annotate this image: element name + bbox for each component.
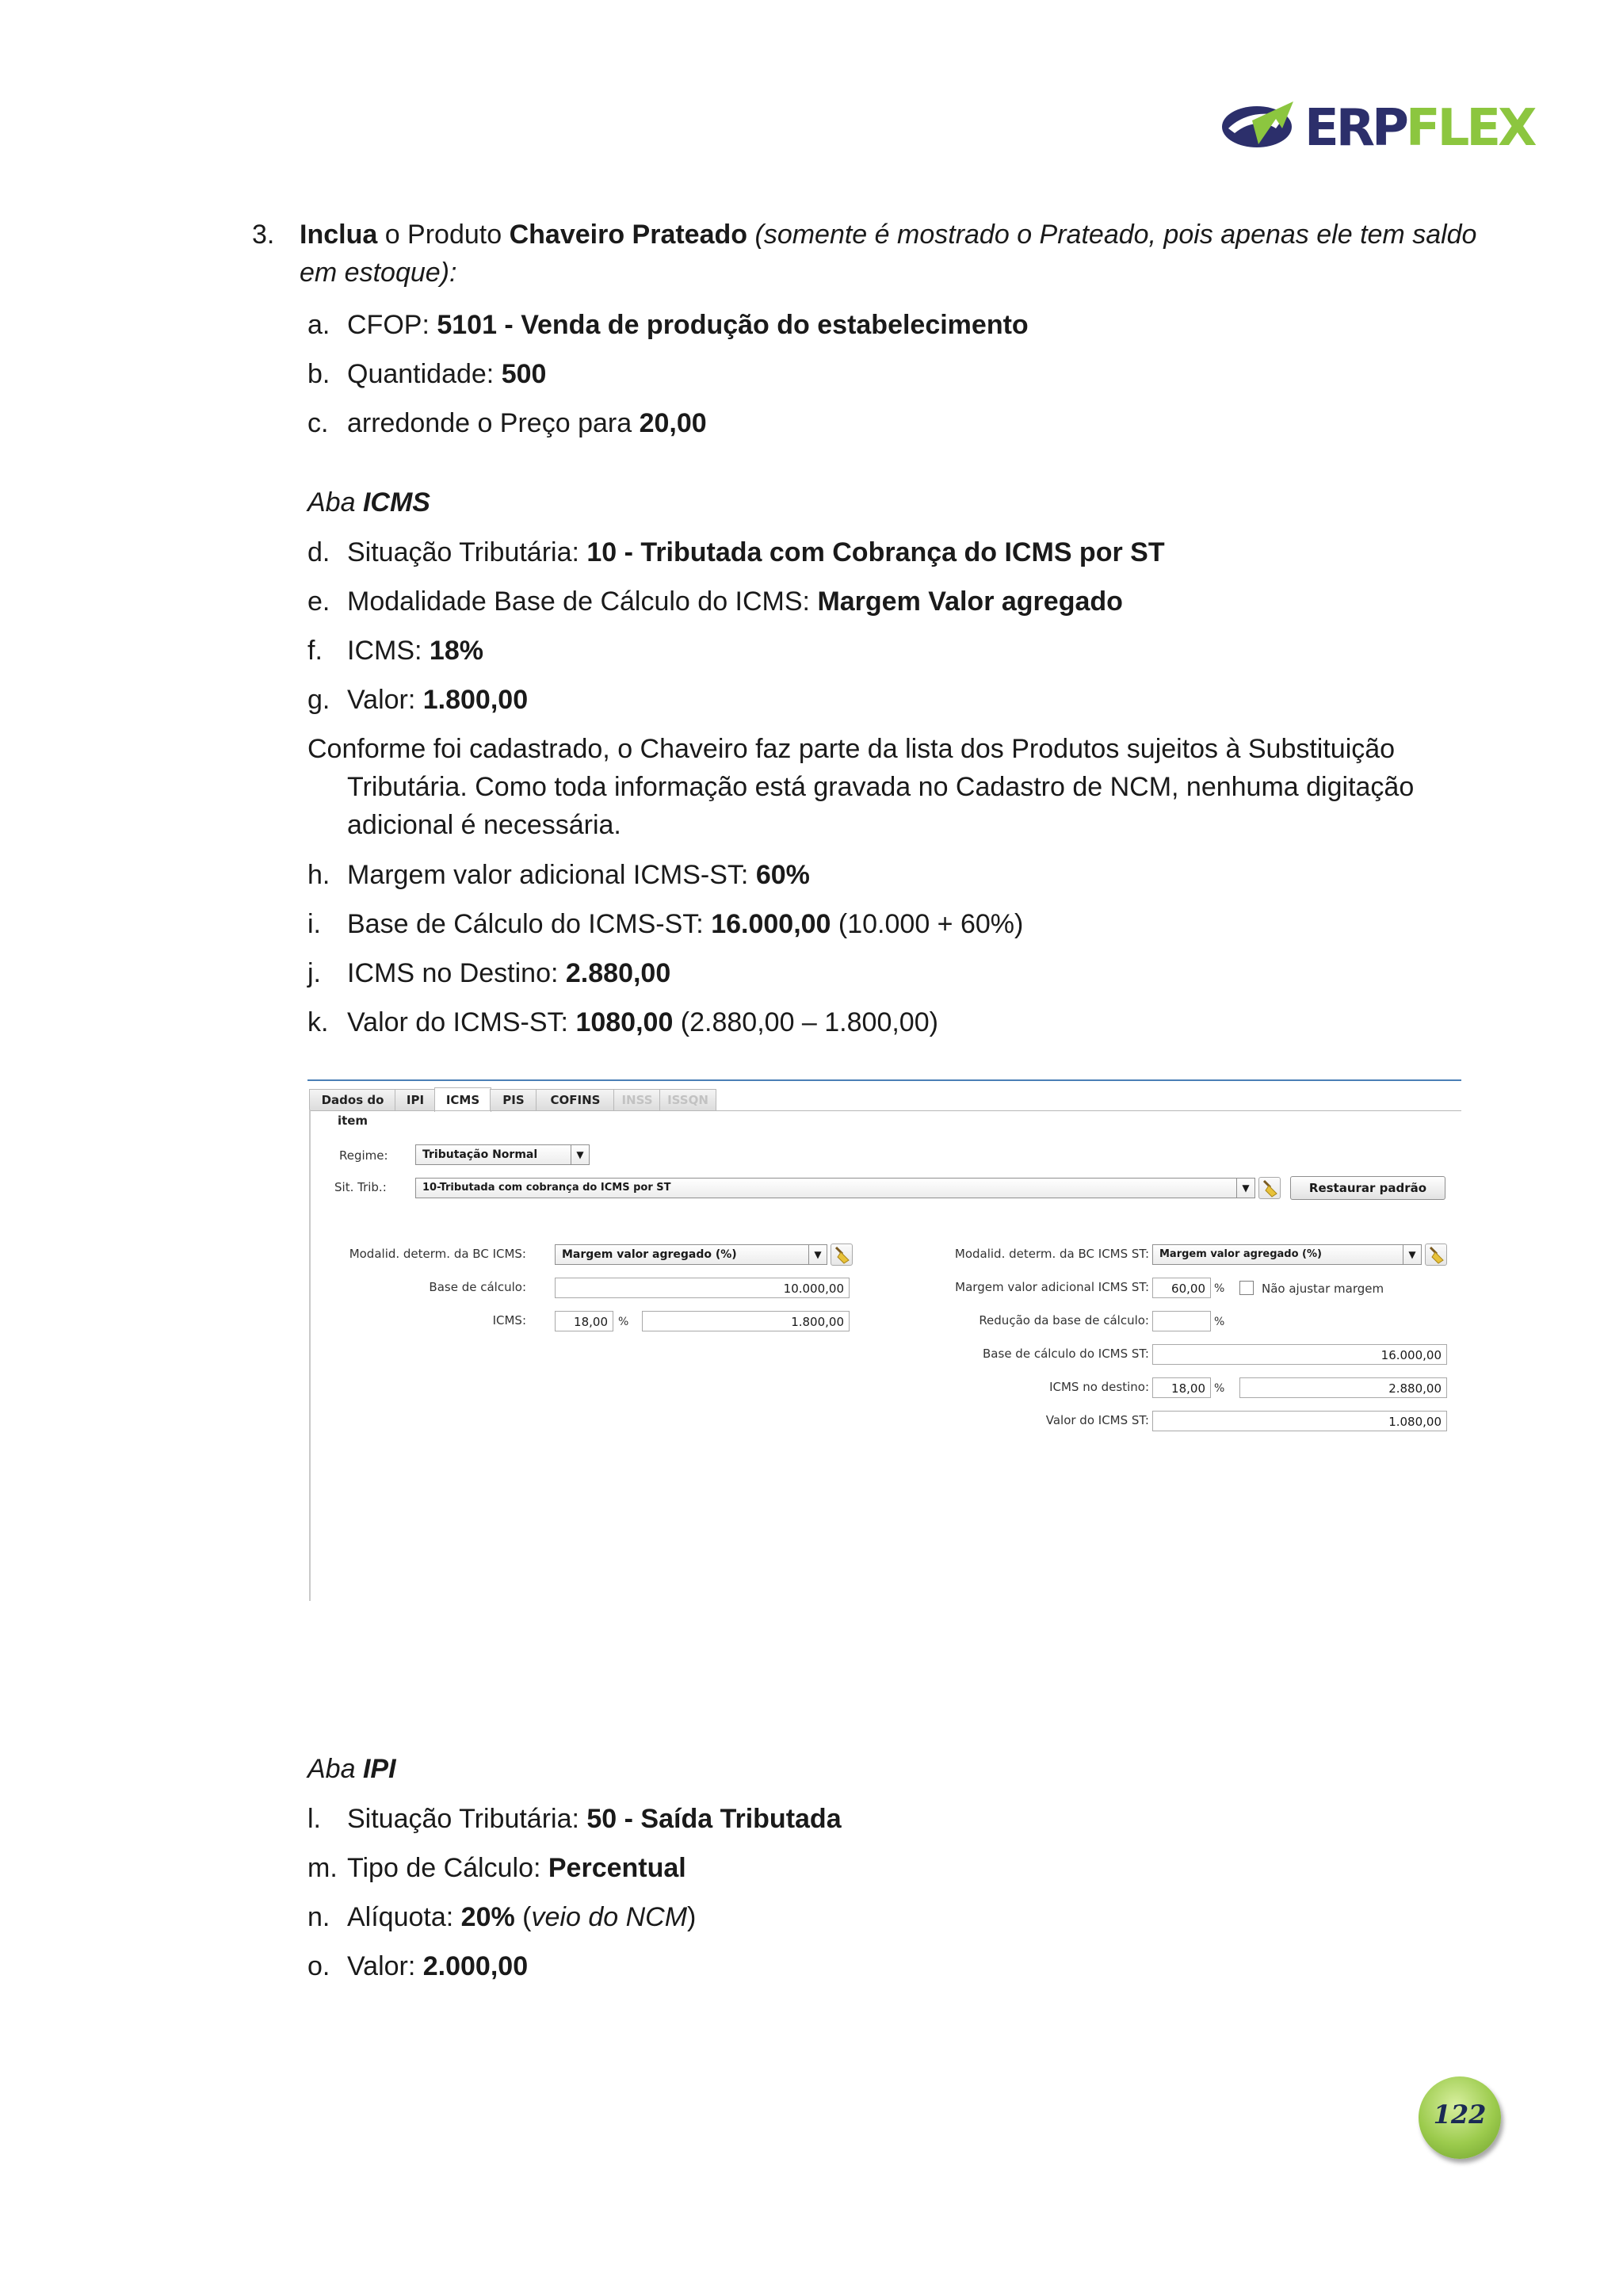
restaurar-padrao-button[interactable]: Restaurar padrão <box>1290 1176 1445 1200</box>
step-instruction-cont: em estoque): <box>300 258 457 288</box>
item-marker-a: a. <box>307 310 330 340</box>
page-number: 122 <box>1433 2099 1487 2130</box>
regime-label: Regime: <box>339 1148 388 1163</box>
broom-icon[interactable] <box>1425 1244 1447 1266</box>
icms-destino-label: ICMS no destino: <box>1049 1380 1149 1394</box>
item-marker-g: g. <box>307 685 330 715</box>
base-calculo-st-label: Base de cálculo do ICMS ST: <box>983 1347 1149 1361</box>
icms-pct-label: % <box>618 1316 629 1328</box>
chevron-down-icon: ▼ <box>1403 1245 1421 1264</box>
chevron-down-icon: ▼ <box>1236 1179 1254 1198</box>
icms-value-field[interactable]: 1.800,00 <box>642 1311 850 1331</box>
reducao-bc-field[interactable] <box>1152 1311 1211 1331</box>
reducao-bc-label: Redução da base de cálculo: <box>979 1313 1149 1328</box>
section-aba-ipi: Aba IPI <box>307 1754 396 1784</box>
tab-inss: INSS <box>613 1089 661 1110</box>
tab-divider <box>309 1110 1461 1111</box>
item-quantidade: Quantidade: 500 <box>347 359 547 389</box>
item-valor-st: Valor do ICMS-ST: 1080,00 (2.880,00 – 1.800,00) <box>347 1007 938 1037</box>
modalid-bc-icms-st-select[interactable]: Margem valor agregado (%) ▼ <box>1152 1244 1422 1265</box>
item-ipi-sit-trib: Situação Tributária: 50 - Saída Tributada <box>347 1804 842 1834</box>
item-base-st: Base de Cálculo do ICMS-ST: 16.000,00 (10.000 + 60%) <box>347 909 1024 939</box>
margem-st-pct-label: % <box>1214 1282 1225 1295</box>
step-instruction: Inclua o Produto Chaveiro Prateado (somente é mostrado o Prateado, pois apenas ele tem saldo <box>300 220 1477 250</box>
logo-wordmark: ERPFLEX <box>1304 99 1534 158</box>
sit-trib-label: Sit. Trib.: <box>334 1180 387 1194</box>
chevron-down-icon: ▼ <box>808 1245 827 1264</box>
paragraph-line-2: Tributária. Como toda informação está gravada no Cadastro de NCM, nenhuma digitação <box>347 772 1415 802</box>
regime-select[interactable]: Tributação Normal ▼ <box>415 1144 590 1165</box>
item-margem-st: Margem valor adicional ICMS-ST: 60% <box>347 860 810 890</box>
modalid-bc-icms-st-label: Modalid. determ. da BC ICMS ST: <box>954 1247 1149 1261</box>
tab-ipi[interactable]: IPI <box>395 1089 436 1110</box>
item-marker-b: b. <box>307 359 330 389</box>
item-icms: ICMS: 18% <box>347 636 483 666</box>
base-calculo-st-field[interactable]: 16.000,00 <box>1152 1344 1447 1365</box>
tab-dados-do-item[interactable]: Dados do item <box>309 1089 396 1110</box>
step-number: 3. <box>252 220 275 250</box>
icms-destino-rate-field[interactable]: 18,00 <box>1152 1377 1211 1398</box>
tab-pis[interactable]: PIS <box>490 1089 537 1110</box>
reducao-pct-label: % <box>1214 1316 1225 1328</box>
item-valor: Valor: 1.800,00 <box>347 685 529 715</box>
item-marker-o: o. <box>307 1951 330 1981</box>
item-marker-n: n. <box>307 1902 330 1932</box>
panel-border <box>309 1110 311 1601</box>
margem-st-label: Margem valor adicional ICMS ST: <box>955 1280 1149 1294</box>
sit-trib-select[interactable]: 10-Tributada com cobrança do ICMS por ST ▼ <box>415 1178 1255 1198</box>
margem-st-field[interactable]: 60,00 <box>1152 1278 1211 1298</box>
icms-destino-value-field[interactable]: 2.880,00 <box>1239 1377 1447 1398</box>
item-marker-k: k. <box>307 1007 329 1037</box>
chevron-down-icon: ▼ <box>571 1145 589 1164</box>
broom-icon[interactable] <box>831 1244 853 1266</box>
item-marker-m: m. <box>307 1853 338 1883</box>
item-marker-c: c. <box>307 408 329 438</box>
valor-icms-st-label: Valor do ICMS ST: <box>1045 1413 1149 1427</box>
item-ipi-valor: Valor: 2.000,00 <box>347 1951 529 1981</box>
modalid-bc-icms-select[interactable]: Margem valor agregado (%) ▼ <box>555 1244 827 1265</box>
item-modalidade: Modalidade Base de Cálculo do ICMS: Margem Valor agregado <box>347 586 1123 617</box>
item-marker-e: e. <box>307 586 330 617</box>
tab-cofins[interactable]: COFINS <box>536 1089 615 1110</box>
item-marker-i: i. <box>307 909 321 939</box>
tab-icms[interactable]: ICMS <box>434 1087 491 1112</box>
modalid-bc-icms-label: Modalid. determ. da BC ICMS: <box>349 1247 526 1261</box>
erpflex-logo <box>1220 97 1534 160</box>
nao-ajustar-margem-label: Não ajustar margem <box>1262 1282 1384 1296</box>
item-cfop: CFOP: 5101 - Venda de produção do estabelecimento <box>347 310 1029 340</box>
item-aliquota: Alíquota: 20% (veio do NCM) <box>347 1902 697 1932</box>
paragraph-line-1: Conforme foi cadastrado, o Chaveiro faz parte da lista dos Produtos sujeitos à Substituição <box>307 734 1396 764</box>
item-marker-j: j. <box>307 958 321 988</box>
tab-issqn: ISSQN <box>659 1089 716 1110</box>
item-icms-destino: ICMS no Destino: 2.880,00 <box>347 958 671 988</box>
icms-rate-field[interactable]: 18,00 <box>555 1311 613 1331</box>
broom-icon[interactable] <box>1258 1177 1281 1199</box>
item-marker-l: l. <box>307 1804 321 1834</box>
nao-ajustar-margem-checkbox[interactable] <box>1239 1281 1254 1295</box>
item-preco: arredonde o Preço para 20,00 <box>347 408 707 438</box>
item-tipo-calculo: Tipo de Cálculo: Percentual <box>347 1853 686 1883</box>
paragraph-line-3: adicional é necessária. <box>347 810 621 840</box>
item-sit-trib: Situação Tributária: 10 - Tributada com Cobrança do ICMS por ST <box>347 537 1165 567</box>
item-marker-d: d. <box>307 537 330 567</box>
item-marker-h: h. <box>307 860 330 890</box>
icms-label: ICMS: <box>492 1313 526 1328</box>
valor-icms-st-field[interactable]: 1.080,00 <box>1152 1411 1447 1431</box>
section-aba-icms: Aba ICMS <box>307 487 430 518</box>
base-calculo-field[interactable]: 10.000,00 <box>555 1278 850 1298</box>
page-number-badge <box>1419 2076 1501 2159</box>
icms-tab-screenshot <box>307 1079 1461 1603</box>
swoosh-icon <box>1220 97 1300 159</box>
item-marker-f: f. <box>307 636 323 666</box>
base-calculo-label: Base de cálculo: <box>429 1280 526 1294</box>
icms-destino-pct-label: % <box>1214 1382 1225 1395</box>
